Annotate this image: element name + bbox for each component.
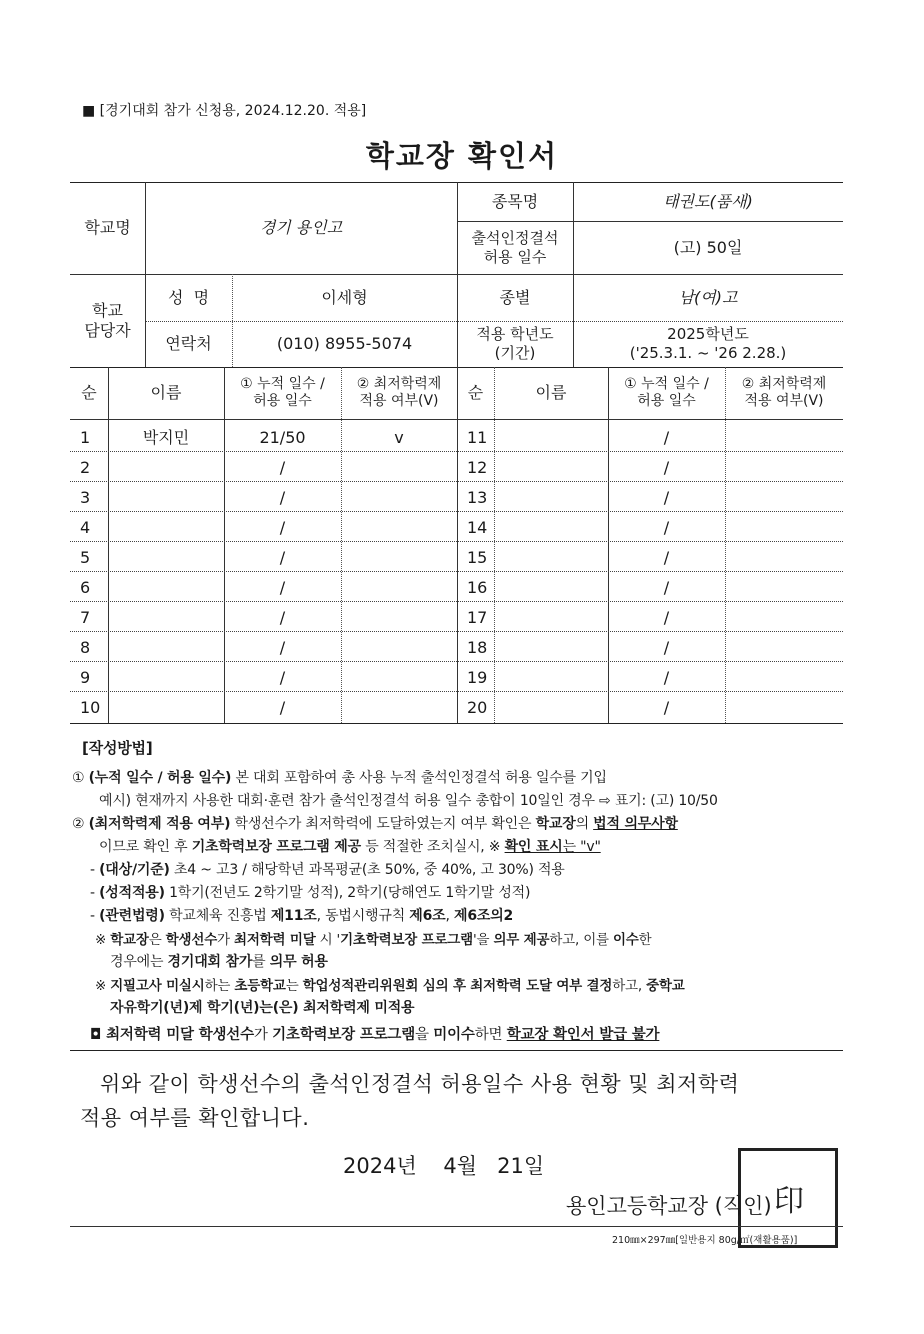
table-cell-min	[725, 693, 843, 723]
table-cell-min	[725, 663, 843, 693]
table-cell-no: 16	[467, 578, 488, 597]
table-cell-days: /	[279, 578, 286, 597]
confirmation-line2: 적용 여부를 확인합니다.	[80, 1106, 310, 1130]
table-cell-days: /	[279, 488, 286, 507]
table-cell-name	[494, 543, 608, 573]
table-cell-min	[725, 483, 843, 513]
paper-spec: 210㎜×297㎜[일반용지 80g/㎡(재활용품)]	[612, 1235, 798, 1246]
instruction-line: - (대상/기준) 초4 ~ 고3 / 해당학년 과목평균(초 50%, 중 40%, 고 30%) 적용	[90, 862, 565, 878]
table-cell-name	[108, 633, 224, 663]
header-min: ② 최저학력제 적용 여부(V)	[356, 375, 442, 409]
instruction-line: 이므로 확인 후 기초학력보장 프로그램 제공 등 적절한 조치실시, ※ 확인 표시는 "v"	[99, 839, 601, 855]
gender-value: 남(여)고	[678, 287, 738, 307]
warning-line: ◘ 최저학력 미달 학생선수가 기초학력보장 프로그램을 미이수하면 학교장 확인서 발급 불가	[90, 1027, 660, 1043]
year-value: 2025학년도 ('25.3.1. ~ '26 2.28.)	[629, 325, 787, 362]
table-cell-no: 20	[467, 698, 488, 717]
table-cell-no: 8	[80, 638, 91, 657]
table-cell-name	[108, 603, 224, 633]
instruction-line: - (성적적용) 1학기(전년도 2학기말 성적), 2학기(당해연도 1학기말 성적)	[90, 885, 531, 901]
table-cell-min	[725, 453, 843, 483]
official-seal: 印	[738, 1148, 838, 1248]
school-label: 학교명	[84, 218, 131, 237]
table-cell-name	[494, 513, 608, 543]
warning-icon: ◘	[90, 1027, 102, 1043]
table-cell-name	[494, 423, 608, 453]
table-cell-no: 1	[80, 428, 91, 447]
table-cell-days: /	[279, 668, 286, 687]
confirmation-date: 2024년 4월 21일	[343, 1154, 545, 1178]
table-cell-no: 13	[467, 488, 488, 507]
table-cell-days: /	[279, 698, 286, 717]
table-cell-no: 14	[467, 518, 488, 537]
table-cell-days: /	[663, 638, 670, 657]
table-cell-min	[341, 633, 457, 663]
table-cell-min	[341, 453, 457, 483]
table-cell-no: 4	[80, 518, 91, 537]
table-cell-name	[494, 453, 608, 483]
header-name: 이름	[535, 383, 567, 402]
header-days: ① 누적 일수 / 허용 일수	[624, 375, 709, 409]
instruction-line: ※ 지필고사 미실시하는 초등학교는 학업성적관리위원회 심의 후 최저학력 도달 여부 결정하고, 중학교	[95, 978, 685, 994]
header-no: 순	[467, 383, 484, 402]
instruction-line: - (관련법령) 학교체육 진흥법 제11조, 동법시행규칙 제6조, 제6조의2	[90, 908, 514, 924]
table-cell-no: 3	[80, 488, 91, 507]
table-bottom-border	[70, 723, 843, 724]
table-cell-days: /	[279, 458, 286, 477]
table-cell-days: /	[663, 548, 670, 567]
table-cell-name	[494, 633, 608, 663]
table-cell-name	[108, 573, 224, 603]
instruction-line: 경우에는 경기대회 참가를 의무 허용	[110, 954, 328, 970]
table-cell-days: /	[663, 488, 670, 507]
table-cell-min	[341, 513, 457, 543]
table-cell-name	[108, 483, 224, 513]
name-label: 성 명	[167, 287, 210, 307]
table-cell-name	[494, 663, 608, 693]
table-cell-no: 15	[467, 548, 488, 567]
table-cell-days: /	[663, 518, 670, 537]
table-cell-min	[725, 543, 843, 573]
table-cell-no: 9	[80, 668, 91, 687]
gender-label: 종별	[499, 287, 531, 307]
table-cell-days: 21/50	[259, 428, 306, 447]
table-cell-days: /	[663, 608, 670, 627]
instructions-heading: [작성방법]	[82, 739, 153, 757]
table-cell-name: 박지민	[142, 428, 190, 447]
page-title: 학교장 확인서	[365, 139, 559, 173]
signer: 용인고등학교장 (직인)	[566, 1194, 772, 1218]
table-cell-no: 17	[467, 608, 488, 627]
instruction-line: ② (최저학력제 적용 여부) 학생선수가 최저학력에 도달하였는지 여부 확인은 학교장의 법적 의무사항	[72, 816, 678, 832]
table-cell-days: /	[663, 698, 670, 717]
instruction-line: ① (누적 일수 / 허용 일수) 본 대회 포함하여 총 사용 누적 출석인정결석 허용 일수를 기입	[72, 770, 607, 786]
table-cell-name	[494, 483, 608, 513]
header-name: 이름	[150, 383, 182, 402]
table-cell-min: v	[394, 428, 404, 447]
table-cell-min	[725, 573, 843, 603]
table-cell-name	[108, 693, 224, 723]
manager-label: 학교 담당자	[84, 300, 131, 340]
table-cell-min	[341, 483, 457, 513]
table-cell-min	[341, 693, 457, 723]
header-min: ② 최저학력제 적용 여부(V)	[741, 375, 827, 409]
table-cell-min	[725, 423, 843, 453]
school-value: 경기 용인고	[259, 218, 343, 237]
table-cell-no: 6	[80, 578, 91, 597]
table-cell-days: /	[663, 428, 670, 447]
table-cell-min	[341, 603, 457, 633]
table-cell-min	[341, 663, 457, 693]
table-cell-days: /	[279, 608, 286, 627]
table-cell-no: 19	[467, 668, 488, 687]
event-value: 태권도(품새)	[663, 191, 753, 211]
table-cell-days: /	[663, 668, 670, 687]
allowed-days-value: (고) 50일	[673, 237, 743, 257]
table-cell-min	[725, 513, 843, 543]
contact-value: (010) 8955-5074	[276, 334, 413, 353]
table-cell-min	[341, 573, 457, 603]
allowed-days-label: 출석인정결석 허용 일수	[471, 228, 559, 266]
table-cell-no: 10	[80, 698, 101, 717]
table-cell-no: 7	[80, 608, 91, 627]
name-value: 이세형	[321, 287, 368, 307]
table-cell-days: /	[663, 578, 670, 597]
section-divider	[70, 1050, 843, 1051]
table-cell-name	[108, 543, 224, 573]
table-cell-min	[725, 633, 843, 663]
table-cell-no: 11	[467, 428, 488, 447]
instruction-line: 예시) 현재까지 사용한 대회·훈련 참가 출석인정결석 허용 일수 총합이 10일인 경우 ⇨ 표기: (고) 10/50	[99, 793, 718, 809]
table-cell-days: /	[279, 518, 286, 537]
year-label: 적용 학년도 (기간)	[476, 325, 554, 362]
table-cell-no: 18	[467, 638, 488, 657]
table-cell-days: /	[279, 638, 286, 657]
table-cell-name	[494, 603, 608, 633]
footer-divider	[70, 1226, 843, 1227]
instruction-line: ※ 학교장은 학생선수가 최저학력 미달 시 '기초학력보장 프로그램'을 의무 제공하고, 이를 이수한	[95, 932, 652, 948]
table-cell-name	[108, 453, 224, 483]
table-cell-days: /	[663, 458, 670, 477]
header-no: 순	[81, 383, 97, 402]
table-cell-name	[494, 693, 608, 723]
header-note: ■ [경기대회 참가 신청용, 2024.12.20. 적용]	[82, 103, 367, 119]
table-cell-name	[494, 573, 608, 603]
table-cell-min	[725, 603, 843, 633]
table-cell-no: 5	[80, 548, 91, 567]
table-cell-no: 2	[80, 458, 91, 477]
header-days: ① 누적 일수 / 허용 일수	[240, 375, 325, 409]
table-cell-min	[341, 543, 457, 573]
table-cell-days: /	[279, 548, 286, 567]
table-cell-name	[108, 513, 224, 543]
confirmation-line1: 위와 같이 학생선수의 출석인정결석 허용일수 사용 현황 및 최저학력	[100, 1072, 740, 1096]
table-cell-no: 12	[467, 458, 488, 477]
table-cell-name	[108, 663, 224, 693]
event-label: 종목명	[491, 191, 539, 211]
contact-label: 연락처	[165, 334, 212, 353]
instruction-line: 자유학기(년)제 학기(년)는(은) 최저학력제 미적용	[110, 1000, 415, 1016]
